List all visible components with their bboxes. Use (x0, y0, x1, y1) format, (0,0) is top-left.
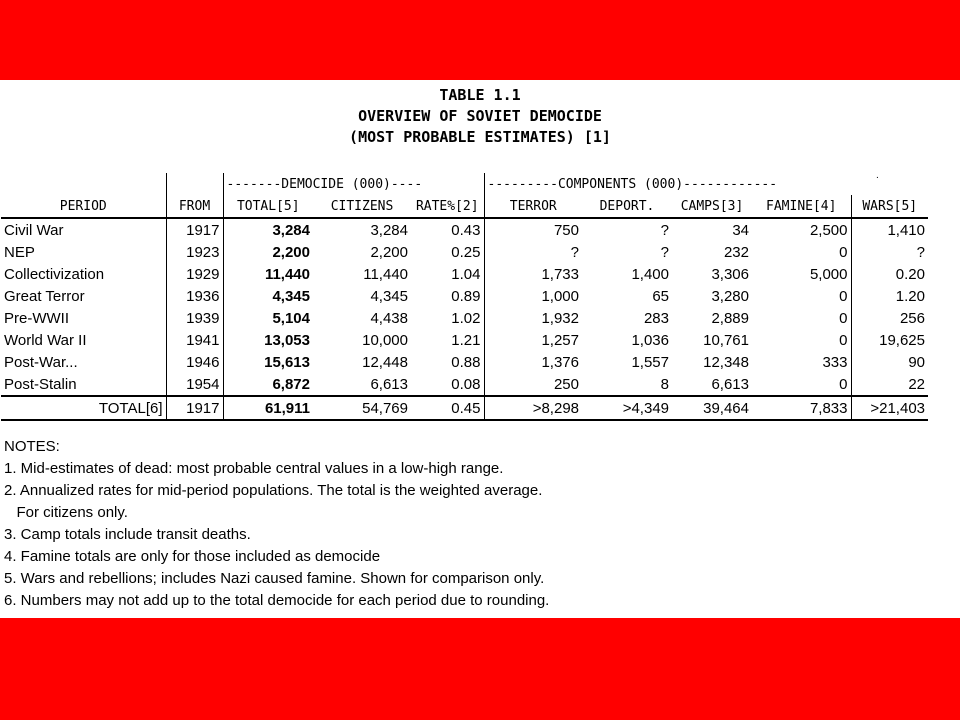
table-cell: 256 (899, 309, 925, 327)
note-line: 2. Annualized rates for mid-period populations. The total is the weighted average. (4, 482, 543, 499)
table-cell: 0 (752, 241, 851, 263)
total-cell: >21,403 (870, 399, 925, 417)
table-cell: 5,104 (272, 309, 310, 327)
table-cell: 0.08 (411, 373, 484, 396)
table-cell: 90 (908, 353, 925, 371)
table-cell: 6,613 (711, 375, 749, 393)
supergroup-democide: -------DEMOCIDE (000)---- (223, 173, 484, 195)
table-cell: 1,257 (541, 331, 579, 349)
column-header: FROM (166, 195, 223, 218)
table-cell: 283 (643, 309, 669, 327)
table-cell: 0.89 (411, 285, 484, 307)
table-cell: 1.02 (411, 307, 484, 329)
note-line: 3. Camp totals include transit deaths. (4, 526, 251, 543)
table-cell: ? (660, 221, 669, 239)
total-cell: >4,349 (622, 399, 669, 417)
table-cell: 1,000 (541, 287, 579, 305)
table-cell: 1936 (166, 285, 223, 307)
table-cell: 232 (723, 243, 749, 261)
table-cell: 333 (752, 351, 851, 373)
note-line: 4. Famine totals are only for those included as democide (4, 548, 381, 565)
table-cell: 11,440 (363, 265, 408, 283)
column-header: TERROR (484, 195, 582, 218)
table-cell: 0 (752, 285, 851, 307)
column-header: WARS[5] (851, 195, 928, 218)
table-cell: ? (570, 243, 579, 261)
table-subtitle-estimates: (MOST PROBABLE ESTIMATES) [1] (349, 128, 611, 146)
table-cell: 250 (553, 375, 579, 393)
table-row (1, 351, 928, 373)
table-cell: 0.20 (895, 265, 925, 283)
table-subtitle: OVERVIEW OF SOVIET DEMOCIDE (358, 107, 602, 125)
total-cell: >8,298 (532, 399, 579, 417)
table-row (1, 329, 928, 351)
column-header: CAMPS[3] (672, 195, 752, 218)
table-cell: 2,889 (711, 309, 749, 327)
table-cell: 1,733 (541, 265, 579, 283)
notes-section (4, 436, 549, 612)
table-cell: 1,932 (541, 309, 579, 327)
table-cell: 750 (553, 221, 579, 239)
period-cell: Pre-WWII (1, 307, 166, 329)
column-header: PERIOD (1, 195, 166, 218)
table-cell: 3,280 (711, 287, 749, 305)
table-cell: 4,438 (370, 309, 408, 327)
column-header: DEPORT. (582, 195, 672, 218)
column-header: TOTAL[5] (223, 195, 313, 218)
table-cell: 3,284 (272, 221, 310, 239)
table-cell: 2,200 (272, 243, 310, 261)
table-cell: 0 (752, 373, 851, 396)
table-cell: 6,613 (370, 375, 408, 393)
table-cell: 22 (908, 375, 925, 393)
column-header: FAMINE[4] (752, 195, 851, 218)
table-cell: 1929 (166, 263, 223, 285)
total-cell: 61,911 (264, 399, 310, 417)
table-cell: 1,410 (887, 221, 925, 239)
note-line: 1. Mid-estimates of dead: most probable central values in a low-high range. (4, 460, 504, 477)
table-cell: 6,872 (272, 375, 310, 393)
table-cell: 1.21 (411, 329, 484, 351)
period-cell: World War II (1, 329, 166, 351)
table-cell: 0.43 (411, 218, 484, 241)
table-cell: 4,345 (272, 287, 310, 305)
table-row (1, 373, 928, 396)
table-cell: 1923 (166, 241, 223, 263)
table-title: TABLE 1.1 (439, 86, 521, 104)
table-cell: 1917 (166, 218, 223, 241)
table-cell: 1941 (166, 329, 223, 351)
table-cell: 1,557 (631, 353, 669, 371)
column-header: CITIZENS (313, 195, 411, 218)
period-cell: Collectivization (1, 263, 166, 285)
table-cell: 3,284 (370, 221, 408, 239)
table-cell: 12,348 (703, 353, 749, 371)
table-cell: 15,613 (264, 353, 310, 371)
total-label: TOTAL[6] (1, 396, 166, 420)
note-line: 5. Wars and rebellions; includes Nazi caused famine. Shown for comparison only. (4, 570, 545, 587)
table-cell: 5,000 (752, 263, 851, 285)
total-cell: 7,833 (752, 396, 851, 420)
total-cell: 54,769 (362, 399, 408, 417)
total-cell: 0.45 (411, 396, 484, 420)
document-sheet (0, 80, 960, 618)
table-cell: 0 (752, 329, 851, 351)
table-row (1, 241, 928, 263)
total-cell: 39,464 (703, 399, 749, 417)
period-cell: Great Terror (1, 285, 166, 307)
table-cell: 1,036 (631, 331, 669, 349)
period-cell: Civil War (1, 218, 166, 241)
period-cell: Post-War... (1, 351, 166, 373)
democide-table (1, 173, 928, 421)
table-cell: 10,761 (703, 331, 749, 349)
table-cell: 10,000 (362, 331, 408, 349)
table-cell: 13,053 (264, 331, 310, 349)
total-row (1, 396, 928, 420)
table-cell: 1954 (166, 373, 223, 396)
table-cell: 11,440 (264, 265, 310, 283)
table-cell: 8 (660, 375, 669, 393)
table-cell: 0.88 (411, 351, 484, 373)
note-line: 6. Numbers may not add up to the total democide for each period due to rounding. (4, 592, 550, 609)
table-cell: 0 (752, 307, 851, 329)
table-cell: ? (660, 243, 669, 261)
period-cell: NEP (1, 241, 166, 263)
notes-heading: NOTES: (4, 438, 60, 455)
table-cell: 1,376 (541, 353, 579, 371)
column-header: RATE%[2] (411, 195, 484, 218)
table-cell: 1946 (166, 351, 223, 373)
table-cell: 1,400 (631, 265, 669, 283)
table-row (1, 263, 928, 285)
table-cell: 1.20 (895, 287, 925, 305)
supergroup-components: ---------COMPONENTS (000)------------ (487, 176, 778, 192)
table-cell: 1939 (166, 307, 223, 329)
table-cell: 12,448 (362, 353, 408, 371)
table-cell: 2,200 (370, 243, 408, 261)
table-cell: 65 (652, 287, 669, 305)
table-cell: 19,625 (879, 331, 925, 349)
table-cell: 34 (732, 221, 749, 239)
table-cell: 1.04 (411, 263, 484, 285)
period-cell: Post-Stalin (1, 373, 166, 396)
header-row (1, 195, 928, 218)
total-cell: 1917 (166, 396, 223, 420)
table-cell: ? (916, 243, 925, 261)
table-cell: 2,500 (752, 218, 851, 241)
table-cell: 4,345 (370, 287, 408, 305)
table-row (1, 218, 928, 241)
table-cell: 0.25 (411, 241, 484, 263)
note-line: For citizens only. (4, 504, 128, 521)
table-cell: 3,306 (711, 265, 749, 283)
table-row (1, 307, 928, 329)
table-row (1, 285, 928, 307)
stray-mark: . (876, 170, 879, 181)
